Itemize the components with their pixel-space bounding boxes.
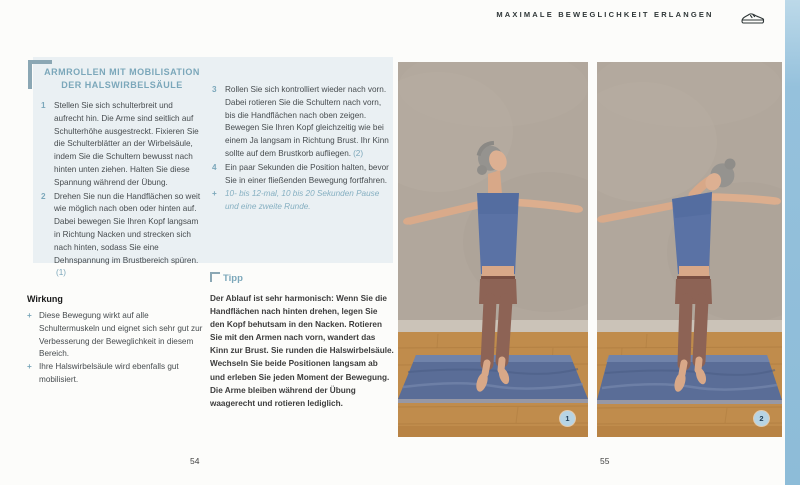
sneaker-icon bbox=[740, 8, 766, 27]
exercise-photo-2 bbox=[597, 62, 782, 437]
step-text-body: Rollen Sie sich kontrolliert wieder nach vorn. Dabei rotieren Sie die Schultern nach vorn, bis die Handflächen nach oben zeigen. Bewegen Sie Ihren Kopf gleichzeitig wie bei einem Ja langsam in Richtung Brust. Ihr Kinn sollte auf dem Brustkorb aufliegen. bbox=[225, 85, 389, 158]
step-text bbox=[225, 84, 392, 161]
exercise-steps-3-4 bbox=[212, 84, 392, 187]
effect-item bbox=[27, 361, 207, 387]
photo-1-illustration bbox=[398, 62, 588, 437]
step-number: 2 bbox=[41, 191, 46, 201]
page-number-left: 54 bbox=[190, 456, 200, 466]
exercise-step bbox=[41, 100, 203, 190]
photo-reference: (2) bbox=[353, 148, 364, 158]
plus-bullet-icon: + bbox=[27, 311, 32, 320]
exercise-title bbox=[41, 66, 203, 92]
exercise-photo-1 bbox=[398, 62, 588, 437]
repetitions-text: 10- bis 12-mal, 10 bis 20 Sekunden Pause und eine zweite Runde. bbox=[225, 189, 380, 212]
plus-bullet-icon: + bbox=[212, 189, 217, 199]
step-number: 1 bbox=[41, 101, 46, 110]
photo-2-illustration bbox=[597, 62, 782, 437]
photo-badge: 1 bbox=[560, 411, 575, 426]
photo-reference: (1) bbox=[56, 268, 67, 278]
exercise-step bbox=[212, 84, 392, 161]
photo-badge: 2 bbox=[754, 411, 769, 426]
step-text bbox=[225, 162, 392, 188]
effect-section bbox=[27, 294, 207, 387]
step-number: 4 bbox=[212, 162, 217, 172]
step-text-body: Ein paar Sekunden die Position halten, bevor Sie in einer fließenden Bewegung fortfahren. bbox=[225, 162, 389, 185]
page-edge-strip bbox=[785, 0, 800, 485]
chapter-header: MAXIMALE BEWEGLICHKEIT ERLANGEN bbox=[496, 10, 714, 19]
exercise-title-line2: DER HALSWIRBELSÄULE bbox=[61, 80, 183, 90]
step-text-body: Stellen Sie sich schulterbreit und aufrecht hin. Die Arme sind seitlich auf Schulterhöhe ausgestreckt. Fixieren Sie die Schulterblätter an der Wirbelsäule, indem Sie die Schultern bewusst nach hinten unten ziehen. Halten Sie diese Spannung während der Übung. bbox=[54, 101, 199, 187]
step-text-body: Drehen Sie nun die Handflächen so weit wie möglich nach oben oder hinten auf. Dabei bewegen Sie Ihren Kopf langsam in Richtung Nacken und strecken sich nach hinten, sodass Sie eine Dehnspannung im Brustbereich spüren. bbox=[54, 191, 201, 265]
effect-list bbox=[27, 310, 207, 387]
exercise-steps-1-2 bbox=[41, 100, 203, 280]
instruction-column-2 bbox=[212, 84, 392, 214]
tip-heading: Tipp bbox=[223, 273, 243, 284]
tip-header bbox=[210, 270, 394, 284]
plus-bullet-icon: + bbox=[27, 362, 32, 372]
step-text bbox=[54, 100, 203, 190]
exercise-step bbox=[41, 191, 203, 281]
tip-corner-bracket-decoration bbox=[210, 272, 220, 282]
step-number: 3 bbox=[212, 85, 217, 94]
tip-section bbox=[210, 270, 394, 410]
effect-item-text: Diese Bewegung wirkt auf alle Schultermuskeln und eignet sich sehr gut zur Verbesserung der Beweglichkeit in diesem Bereich. bbox=[39, 311, 203, 359]
effect-heading: Wirkung bbox=[27, 294, 63, 304]
effect-item bbox=[27, 310, 207, 361]
instruction-column-1 bbox=[41, 66, 203, 281]
tip-paragraph: Wechseln Sie beide Positionen langsam ab und erleben Sie jeden Moment der Bewegung. Die Arme bleiben während der Übung waagerecht und rotieren lediglich. bbox=[210, 359, 390, 408]
tip-paragraph: Der Ablauf ist sehr harmonisch: Wenn Sie die Handflächen nach hinten drehen, legen Sie den Kopf behutsam in den Nacken. Rotieren Sie mit den Armen nach vorn, wandert das Kinn zur Brust. Sie runden die Halswirbelsäule. bbox=[210, 294, 394, 356]
step-text bbox=[54, 191, 203, 281]
exercise-title-line1: ARMROLLEN MIT MOBILISATION bbox=[44, 67, 200, 77]
repetitions-note bbox=[212, 188, 392, 214]
exercise-step bbox=[212, 162, 392, 188]
effect-item-text: Ihre Halswirbelsäule wird ebenfalls gut mobilisiert. bbox=[39, 362, 179, 384]
page-number-right: 55 bbox=[600, 456, 610, 466]
